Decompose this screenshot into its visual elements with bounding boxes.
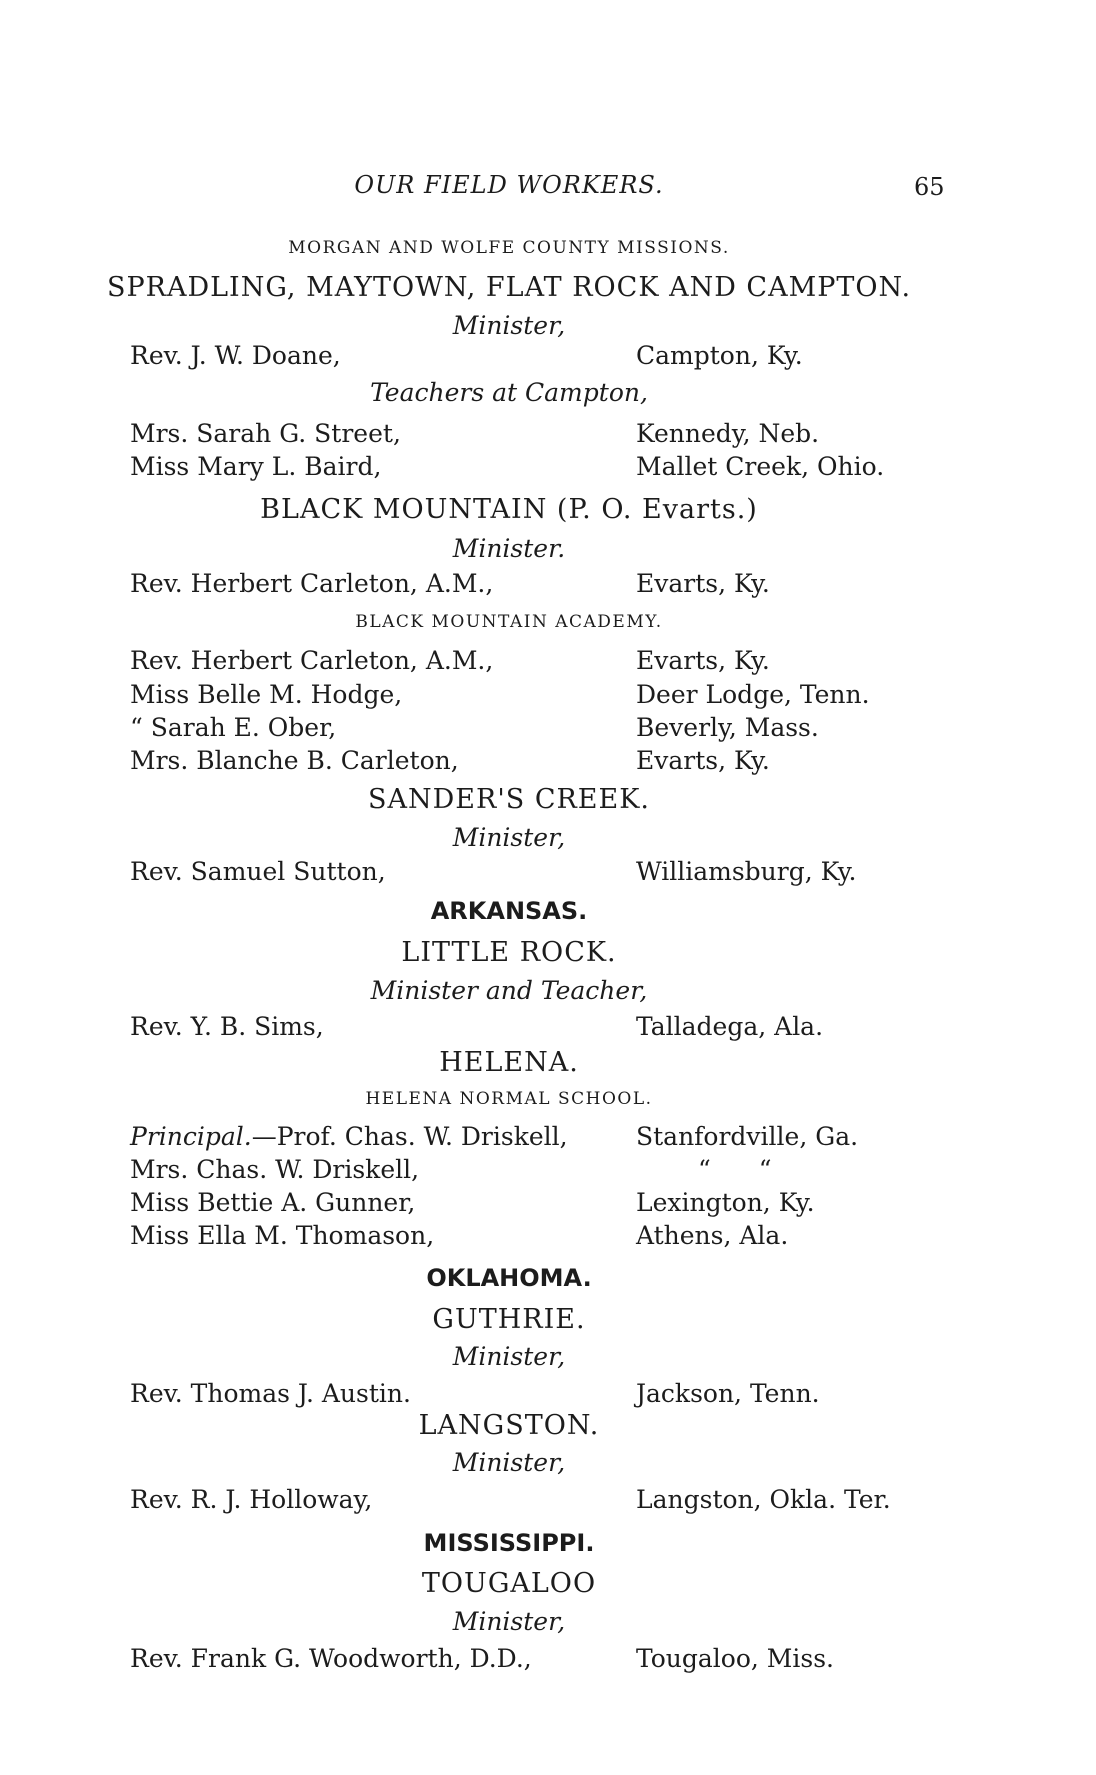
guthrie-heading: Minister, [452,1342,566,1371]
staff-place: Athens, Ala. [636,1221,789,1250]
teacher-name: Mrs. Sarah G. Street, [130,419,401,448]
helena-school-title: HELENA NORMAL SCHOOL. [365,1089,653,1109]
tougaloo-title: TOUGALOO [421,1568,597,1599]
helena-title: HELENA. [439,1047,579,1078]
tougaloo-heading: Minister, [452,1607,566,1636]
minister-place: Langston, Okla. Ter. [636,1485,891,1514]
teacher-name: Miss Mary L. Baird, [130,452,382,481]
morgan-title: SPRADLING, MAYTOWN, FLAT ROCK AND CAMPTON. [106,272,912,303]
principal-name: —Prof. Chas. W. Driskell, [251,1122,568,1151]
minister-name: Rev. Thomas J. Austin. [130,1379,411,1408]
minister-name: Rev. Herbert Carleton, A.M., [130,569,494,598]
staff-place: Lexington, Ky. [636,1188,815,1217]
langston-title: LANGSTON. [418,1410,600,1441]
teacher-place: Mallet Creek, Ohio. [636,452,885,481]
staff-name: Miss Bettie A. Gunner, [130,1188,416,1217]
academy-member-place: Deer Lodge, Tenn. [636,680,870,709]
little-rock-heading: Minister and Teacher, [370,976,648,1005]
morgan-minister-heading: Minister, [452,311,566,340]
academy-member-place: Evarts, Ky. [636,646,770,675]
academy-member-name: “ Sarah E. Ober, [130,713,337,742]
running-title: OUR FIELD WORKERS. [354,171,664,199]
staff-name: Miss Ella M. Thomason, [130,1221,435,1250]
sanders-creek-title: SANDER'S CREEK. [368,784,650,815]
principal-place: Stanfordville, Ga. [636,1122,859,1151]
black-mountain-minister-heading: Minister. [452,534,566,563]
teachers-heading: Teachers at Campton, [370,378,648,407]
principal-line [130,1124,568,1149]
sanders-creek-minister-heading: Minister, [452,823,566,852]
langston-heading: Minister, [452,1448,566,1477]
academy-title: BLACK MOUNTAIN ACADEMY. [355,612,663,632]
state-heading-oklahoma: OKLAHOMA. [426,1264,592,1292]
staff-name: Mrs. Chas. W. Driskell, [130,1155,420,1184]
academy-member-name: Miss Belle M. Hodge, [130,680,403,709]
academy-member-name: Mrs. Blanche B. Carleton, [130,746,459,775]
minister-place: Williamsburg, Ky. [636,857,857,886]
academy-member-place: Beverly, Mass. [636,713,819,742]
ditto-mark: “ “ [698,1155,772,1184]
minister-place: Campton, Ky. [636,341,803,370]
minister-place: Evarts, Ky. [636,569,770,598]
state-heading-mississippi: MISSISSIPPI. [423,1529,595,1557]
academy-member-name: Rev. Herbert Carleton, A.M., [130,646,494,675]
minister-place: Talladega, Ala. [636,1012,824,1041]
minister-name: Rev. Y. B. Sims, [130,1012,324,1041]
little-rock-title: LITTLE ROCK. [401,937,617,968]
principal-label: Principal. [130,1122,252,1151]
minister-name: Rev. J. W. Doane, [130,341,341,370]
black-mountain-title: BLACK MOUNTAIN (P. O. Evarts.) [260,494,758,525]
page-number: 65 [914,173,945,201]
guthrie-title: GUTHRIE. [432,1304,586,1335]
teacher-place: Kennedy, Neb. [636,419,820,448]
minister-place: Tougaloo, Miss. [636,1644,834,1673]
state-heading-arkansas: ARKANSAS. [430,897,588,925]
morgan-subtitle: MORGAN AND WOLFE COUNTY MISSIONS. [288,238,730,258]
academy-member-place: Evarts, Ky. [636,746,770,775]
minister-name: Rev. Samuel Sutton, [130,857,386,886]
minister-place: Jackson, Tenn. [636,1379,820,1408]
minister-name: Rev. Frank G. Woodworth, D.D., [130,1644,532,1673]
minister-name: Rev. R. J. Holloway, [130,1485,373,1514]
